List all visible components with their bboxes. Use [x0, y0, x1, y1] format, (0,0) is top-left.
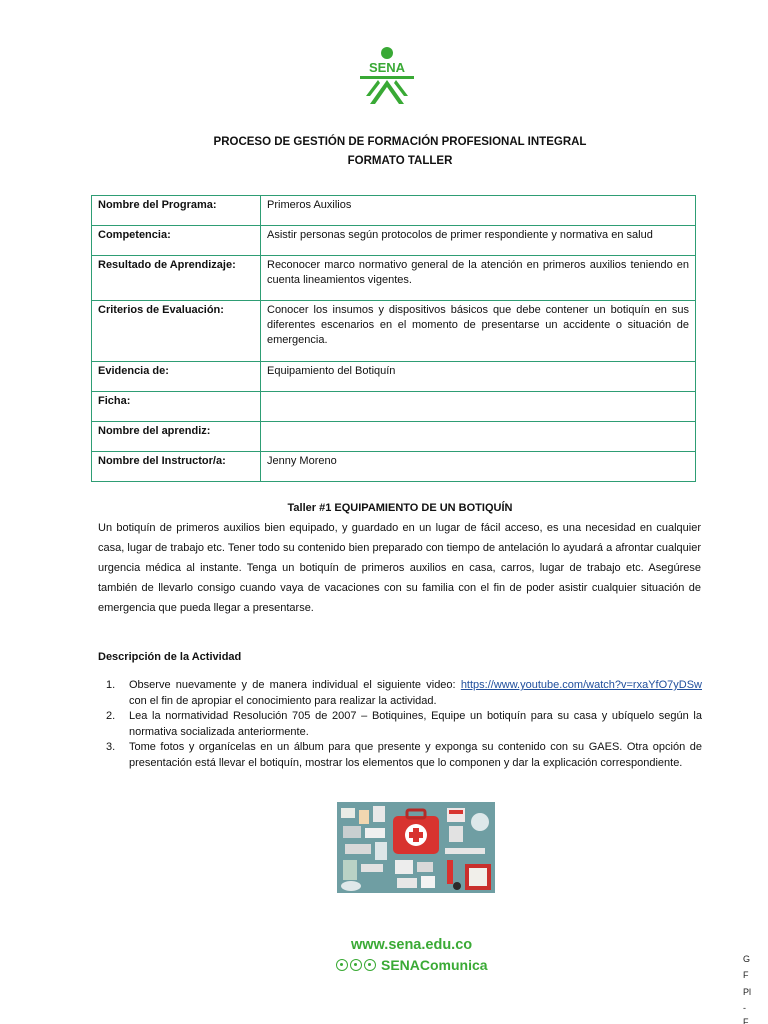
- side-text: F: [743, 1017, 749, 1024]
- video-link[interactable]: https://www.youtube.com/watch?v=rxaYfO7yDSw: [460, 679, 702, 691]
- non-commercial-icon: [350, 959, 362, 971]
- row-value: Reconocer marco normativo general de la atención en primeros auxilios teniendo en cuenta lineamientos vigentes.: [261, 256, 696, 301]
- first-aid-kit-image: [337, 802, 495, 893]
- footer-url[interactable]: www.sena.edu.co: [351, 937, 473, 953]
- table-row: [92, 392, 696, 422]
- social-handle[interactable]: SENAComunica: [381, 957, 488, 973]
- row-value: Conocer los insumos y dispositivos básicos que debe contener un botiquín en sus diferentes escenarios en el momento de presentarse un accidente o situación de emergencia.: [261, 301, 696, 362]
- creative-commons-icon: [336, 959, 348, 971]
- row-value: Jenny Moreno: [261, 452, 696, 482]
- row-value: Asistir personas según protocolos de primer respondiente y normativa en salud: [261, 226, 696, 256]
- program-info-table: [91, 195, 696, 482]
- table-row: [92, 301, 696, 362]
- side-text: -: [743, 1003, 746, 1013]
- item-number: 1.: [106, 679, 116, 691]
- footer-social: [336, 956, 488, 974]
- activity-list: [98, 678, 702, 771]
- side-text: F: [743, 970, 749, 980]
- item-number: 3.: [106, 741, 116, 753]
- item-number: 2.: [106, 710, 116, 722]
- workshop-title: Taller #1 EQUIPAMIENTO DE UN BOTIQUÍN: [287, 502, 513, 514]
- item-text-after: con el fin de apropiar el conocimiento para realizar la actividad.: [129, 694, 437, 707]
- format-title: FORMATO TALLER: [347, 155, 453, 167]
- table-row: [92, 226, 696, 256]
- list-item: [98, 709, 702, 740]
- sena-logo: [356, 46, 418, 108]
- item-text: Tome fotos y organícelas en un álbum para que presente y exponga su contenido con su GAES. Otra opción de presentación está llevar el botiquín, mostrar los elementos que lo componen y dar la explicación correspondiente.: [129, 741, 702, 769]
- process-title: PROCESO DE GESTIÓN DE FORMACIÓN PROFESIONAL INTEGRAL: [213, 136, 587, 148]
- row-label: Resultado de Aprendizaje:: [92, 256, 261, 301]
- row-label: Competencia:: [92, 226, 261, 256]
- table-row: [92, 452, 696, 482]
- table-row: [92, 256, 696, 301]
- table-row: [92, 422, 696, 452]
- row-value: Primeros Auxilios: [261, 196, 696, 226]
- row-value: Equipamiento del Botiquín: [261, 362, 696, 392]
- row-label: Criterios de Evaluación:: [92, 301, 261, 362]
- list-item: [98, 740, 702, 771]
- sena-logo-text: SENA: [368, 60, 406, 75]
- row-label: Nombre del Programa:: [92, 196, 261, 226]
- intro-paragraph: Un botiquín de primeros auxilios bien equipado, y guardado en un lugar de fácil acceso, es una necesidad en cualquier casa, lugar de trabajo etc. Tener todo su contenido bien preparado con tiempo de antelación lo ayudará a afrontar cualquier urgencia médica al instante. Tenga un botiquín de primeros auxilios en casa, carros, lugar de trabajo etc. Asegúrese también de llevarlo consigo cuando vaya de vacaciones con su familia con el fin de poder asistir cualquier situación de emergencia que pueda llegar a presentarse.: [98, 522, 701, 614]
- attribution-icon: [364, 959, 376, 971]
- table-row: [92, 362, 696, 392]
- item-text: Lea la normatividad Resolución 705 de 2007 – Botiquines, Equipe un botiquín para su casa y ubíquelo según la normativa socializada anteriormente.: [129, 710, 702, 738]
- activity-heading: Descripción de la Actividad: [98, 651, 242, 663]
- side-text: G: [743, 954, 751, 964]
- list-item: [98, 678, 702, 709]
- table-row: [92, 196, 696, 226]
- row-value: [261, 422, 696, 452]
- row-label: Evidencia de:: [92, 362, 261, 392]
- item-text: Observe nuevamente y de manera individual el siguiente video:: [129, 679, 461, 691]
- side-text: Pl: [743, 987, 752, 997]
- row-label: Nombre del Instructor/a:: [92, 452, 261, 482]
- row-label: Ficha:: [92, 392, 261, 422]
- row-value: [261, 392, 696, 422]
- row-label: Nombre del aprendiz:: [92, 422, 261, 452]
